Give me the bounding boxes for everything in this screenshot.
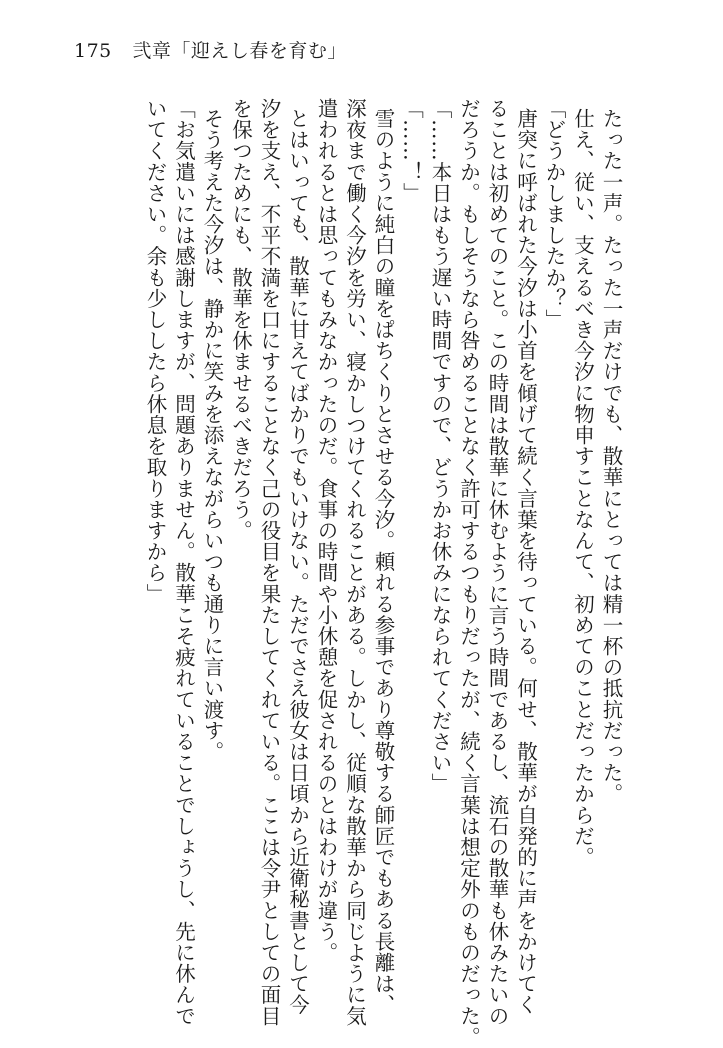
text-line: そう考えた今汐は、静かに笑みを添えながらいつも通りに言い渡す。 — [200, 108, 224, 763]
text-line: とはいっても、散華に甘えてばかりでもいけない。ただでさえ彼女は日頃から近衛秘書として今 — [285, 108, 310, 1016]
text-line: を保つためにも、散華を休ませるべきだろう。 — [228, 98, 253, 542]
text-line: 深夜まで働く今汐を労い、寝かしつけてくれることがある。しかし、従順な散華から同じように気 — [342, 98, 367, 1027]
text-line: 雪のように純白の瞳をぱちくりとさせる今汐。頼れる参事であり尊敬する師匠でもある長離は、 — [371, 108, 395, 1016]
text-line: 「……！」 — [399, 98, 424, 204]
text-line: 「……本日はもう遅い時間ですので、どうかお休みになられてください」 — [428, 98, 452, 795]
text-line: 遣われるとは思ってもみなかったのだ。食事の時間や小休憩を促されるのとはわけが違う。 — [314, 98, 338, 964]
text-line: 「お気遣いには感謝しますが、問題ありません。散華こそ疲れていることでしょうし、先に休んで — [171, 98, 196, 1027]
text-line: 仕え、従い、支えるべき今汐に物申すことなんて、初めてのことだったからだ。 — [570, 108, 595, 868]
page-number: 175 — [74, 40, 112, 62]
text-line: ることは初めてのこと。この時間は散華に休むように言う時間であるし、流石の散華も休みたいの — [485, 98, 509, 1027]
text-line: 汐を支え、不平不満を口にすることなく己の役目を果たしてくれている。ここは令尹としての面目 — [257, 98, 281, 1027]
text-line: 唐突に呼ばれた今汐は小首を傾げて続く言葉を待っている。何せ、散華が自発的に声をかけてく — [513, 108, 538, 1016]
chapter-title: 弐章「迎えし春を育む」 — [132, 40, 347, 62]
text-line: 「どうかしましたか？」 — [542, 98, 566, 331]
vertical-text-body — [141, 98, 626, 1048]
running-header — [74, 36, 347, 63]
text-line: たった一声。たった一声だけでも、散華にとっては精一杯の抵抗だった。 — [599, 108, 623, 805]
text-line: だろうか。もしそうなら咎めることなく許可するつもりだったが、続く言葉は想定外のものだった。 — [456, 98, 481, 1048]
text-line: いてください。余も少ししたら休息を取りますから」 — [143, 98, 167, 605]
